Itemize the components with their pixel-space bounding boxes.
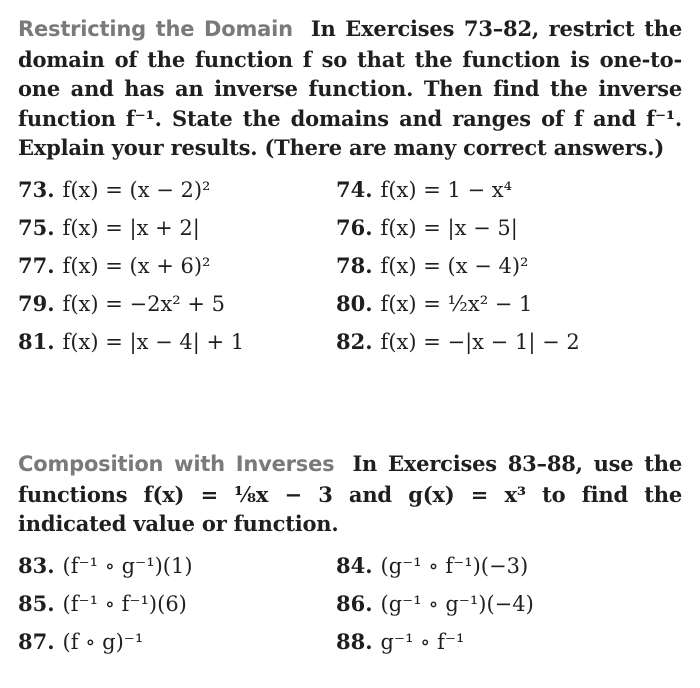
exercise-expression: f(x) = (x − 2)²	[62, 177, 211, 202]
exercise-item	[18, 329, 244, 354]
exercise-number: 76.	[336, 214, 373, 240]
exercise-number: 77.	[18, 252, 55, 278]
exercise-expression: f(x) = (x − 4)²	[380, 253, 529, 278]
exercise-item	[336, 291, 532, 316]
exercise-item	[18, 553, 193, 578]
exercise-number: 87.	[18, 628, 55, 654]
exercise-number: 82.	[336, 328, 373, 354]
exercise-list	[18, 177, 682, 367]
section-heading: Composition with Inverses	[18, 452, 335, 476]
exercise-list	[18, 553, 682, 673]
exercise-number: 73.	[18, 176, 55, 202]
exercise-number: 81.	[18, 328, 55, 354]
exercise-item	[336, 177, 512, 202]
exercise-expression: g⁻¹ ∘ f⁻¹	[380, 629, 465, 654]
exercise-number: 84.	[336, 552, 373, 578]
exercise-item	[336, 629, 464, 654]
exercise-expression: (f ∘ g)⁻¹	[62, 629, 144, 654]
exercise-item	[18, 591, 187, 616]
exercise-number: 79.	[18, 290, 55, 316]
exercise-number: 86.	[336, 590, 373, 616]
section-instructions: In Exercises 73–82, restrict the domain of the function f so that the function is one-to-one and has an inverse function. Then find the inverse function f⁻¹. State the domains and ranges of f and f⁻¹. Explain your results. (There are many correct answers.)	[18, 16, 682, 160]
exercise-expression: (f⁻¹ ∘ g⁻¹)(1)	[62, 553, 193, 578]
exercise-expression: (g⁻¹ ∘ g⁻¹)(−4)	[380, 591, 534, 616]
exercise-expression: f(x) = 1 − x⁴	[380, 177, 513, 202]
exercise-item	[336, 253, 528, 278]
restricting-domain-section	[18, 14, 682, 367]
exercise-item	[18, 253, 210, 278]
exercise-expression: f(x) = |x − 4| + 1	[62, 329, 245, 354]
section-intro	[18, 14, 682, 163]
composition-inverses-section	[18, 449, 682, 673]
section-heading: Restricting the Domain	[18, 17, 293, 41]
exercise-number: 88.	[336, 628, 373, 654]
exercise-item	[336, 215, 518, 240]
exercise-number: 80.	[336, 290, 373, 316]
exercise-item	[18, 215, 200, 240]
exercise-expression: f(x) = −|x − 1| − 2	[380, 329, 580, 354]
exercise-expression: f(x) = |x + 2|	[62, 215, 200, 240]
exercise-number: 74.	[336, 176, 373, 202]
exercise-number: 78.	[336, 252, 373, 278]
exercise-expression: f(x) = −2x² + 5	[62, 291, 226, 316]
exercise-number: 83.	[18, 552, 55, 578]
exercise-expression: f(x) = ½x² − 1	[380, 291, 533, 316]
exercise-expression: (g⁻¹ ∘ f⁻¹)(−3)	[380, 553, 529, 578]
exercise-number: 85.	[18, 590, 55, 616]
exercise-item	[336, 329, 580, 354]
exercise-expression: f(x) = (x + 6)²	[62, 253, 211, 278]
exercise-item	[336, 591, 534, 616]
exercise-item	[18, 629, 143, 654]
section-intro	[18, 449, 682, 539]
section-instructions: In Exercises 83–88, use the functions f(x) = ⅛x − 3 and g(x) = x³ to find the indicated value or function.	[18, 451, 682, 536]
exercise-expression: f(x) = |x − 5|	[380, 215, 518, 240]
exercise-item	[336, 553, 528, 578]
exercise-item	[18, 291, 225, 316]
exercise-expression: (f⁻¹ ∘ f⁻¹)(6)	[62, 591, 187, 616]
exercise-item	[18, 177, 210, 202]
exercise-number: 75.	[18, 214, 55, 240]
